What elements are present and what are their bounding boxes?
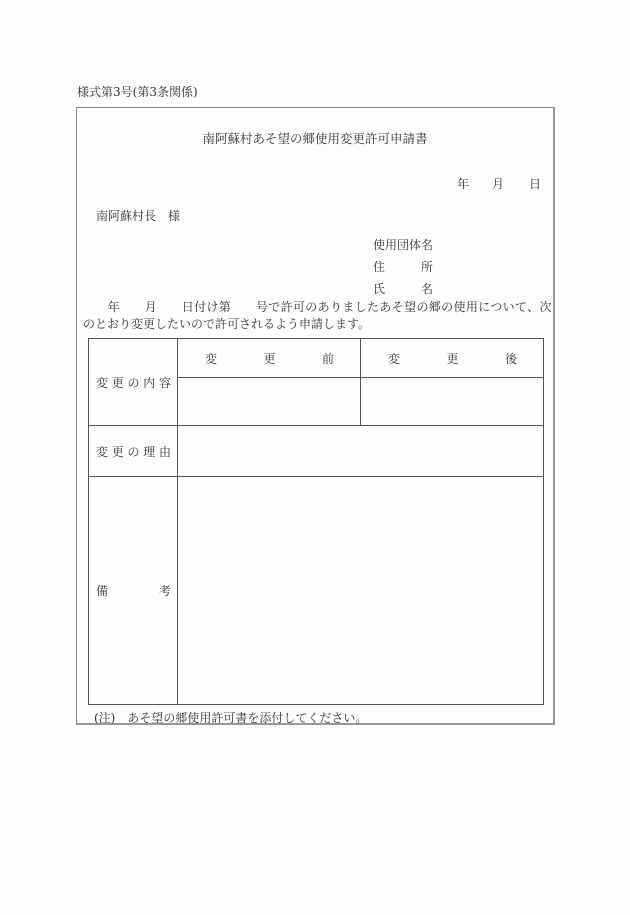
remarks-field[interactable] bbox=[178, 477, 544, 705]
document-title-text: 南阿蘇村あそ望の郷使用変更許可申請書 bbox=[202, 131, 428, 146]
form-number: 様式第3号(第3条関係) bbox=[77, 85, 198, 99]
attachment-note: (注) あそ望の郷使用許可書を添付してください。 bbox=[94, 711, 368, 725]
after-change-header: 変更後 bbox=[361, 339, 544, 378]
address-label: 住 所 bbox=[373, 260, 434, 274]
document-title bbox=[0, 129, 630, 147]
date-day-label: 日 bbox=[529, 177, 542, 191]
change-content-label: 変更の内容 bbox=[89, 339, 178, 426]
name-label: 氏 名 bbox=[373, 282, 434, 296]
after-change-field[interactable] bbox=[361, 378, 544, 426]
date-year-label: 年 bbox=[457, 177, 470, 191]
addressee: 南阿蘇村長 様 bbox=[96, 209, 181, 223]
remarks-label: 備考 bbox=[89, 477, 178, 705]
date-month-label: 月 bbox=[492, 177, 505, 191]
change-table bbox=[88, 338, 544, 705]
body-text-line2: のとおり変更したいので許可されるよう申請します。 bbox=[83, 317, 371, 331]
change-reason-field[interactable] bbox=[178, 426, 544, 477]
change-reason-label: 変更の理由 bbox=[89, 426, 178, 477]
before-change-header: 変更前 bbox=[178, 339, 361, 378]
body-text-line1: 年 月 日付け第 号で許可のありましたあそ望の郷の使用について、次 bbox=[83, 300, 552, 314]
before-change-field[interactable] bbox=[178, 378, 361, 426]
organization-name-label: 使用団体名 bbox=[373, 238, 434, 252]
